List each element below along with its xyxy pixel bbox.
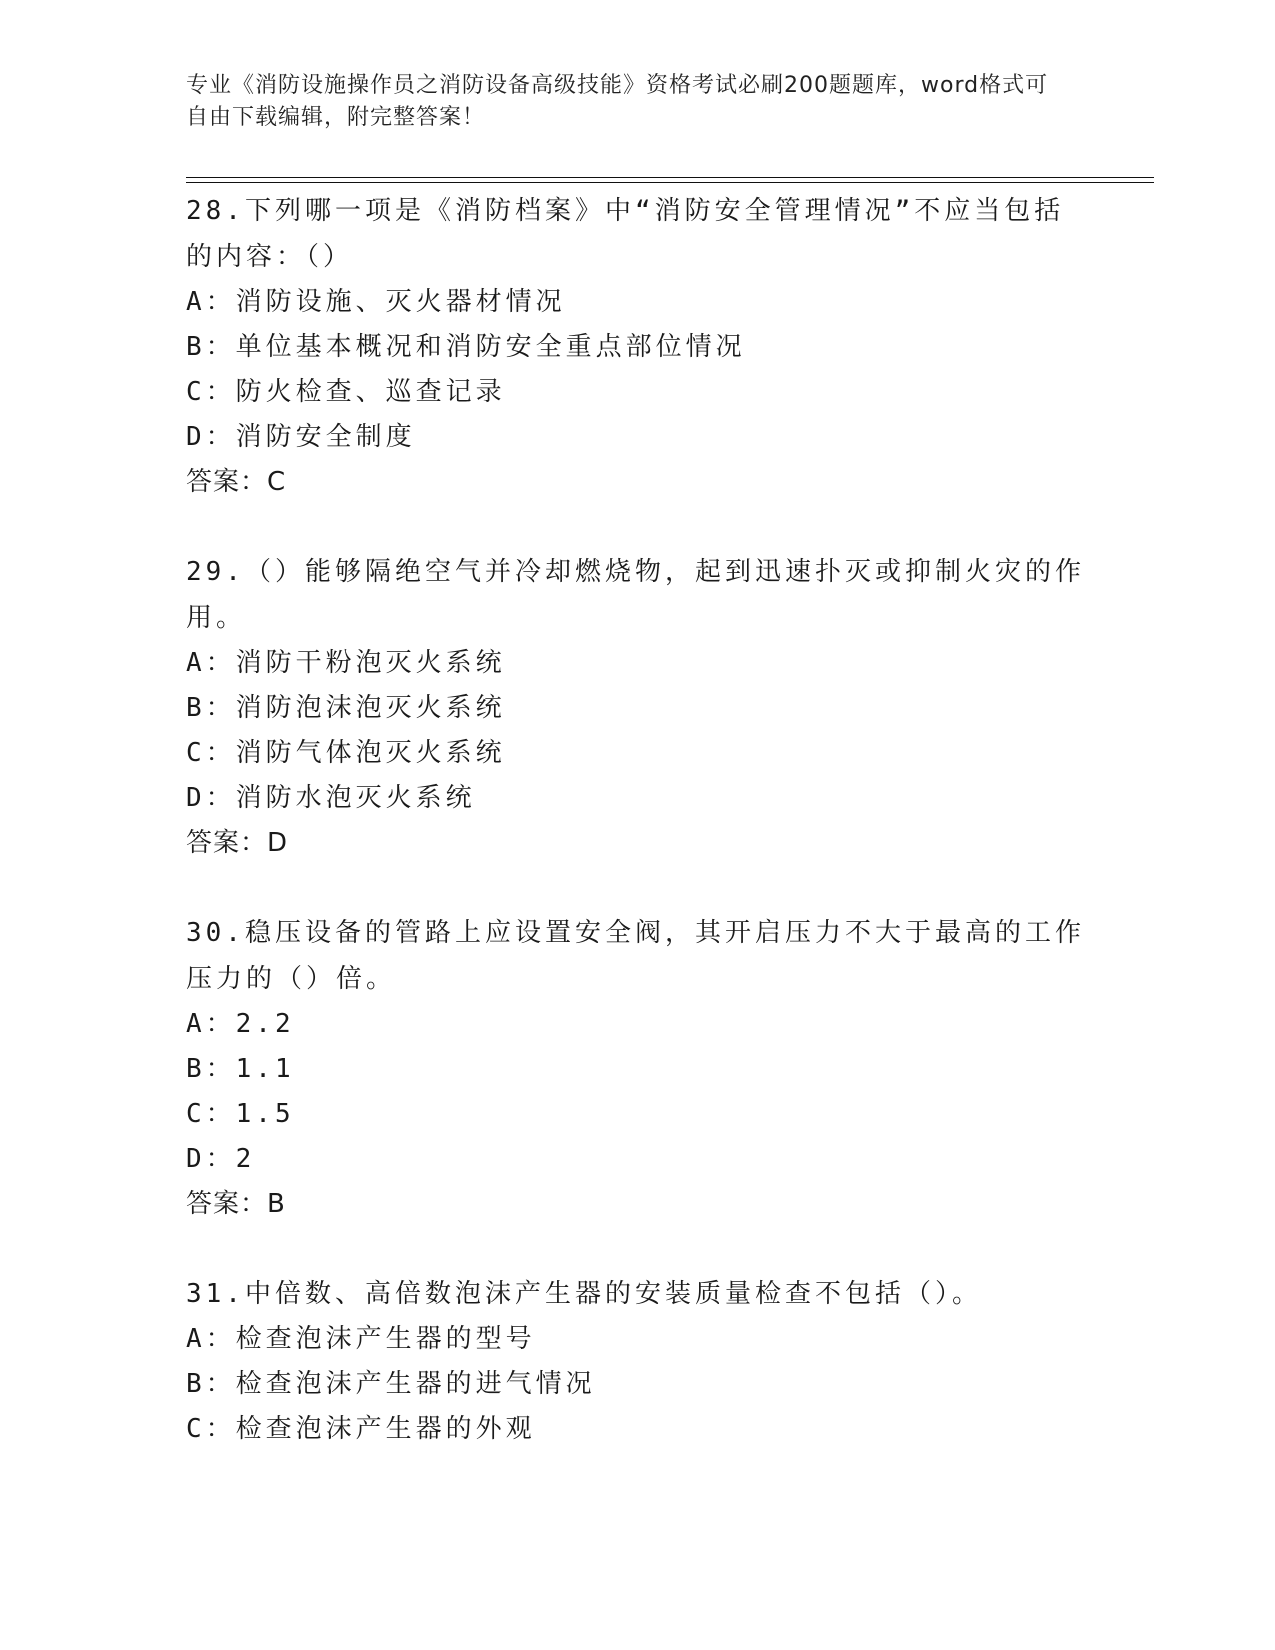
question-31: [186, 1271, 1086, 1452]
document-header: 专业《消防设施操作员之消防设备高级技能》资格考试必刷200题题库，word格式可自由下载编辑，附完整答案！: [186, 73, 1049, 130]
option-c: C：防火检查、巡查记录: [186, 377, 506, 407]
question-list: [186, 188, 1086, 1496]
option-b: B：1.1: [186, 1054, 295, 1084]
answer: 答案：D: [186, 828, 289, 858]
question-29: [186, 549, 1086, 866]
answer: 答案：B: [186, 1189, 286, 1219]
option-b: B：消防泡沫泡灭火系统: [186, 693, 506, 723]
option-d: D：消防安全制度: [186, 422, 416, 452]
answer: 答案：C: [186, 467, 287, 497]
header-rule-bottom: [186, 182, 1154, 183]
option-b: B：检查泡沫产生器的进气情况: [186, 1369, 596, 1399]
option-c: C：检查泡沫产生器的外观: [186, 1414, 536, 1444]
header-rule-top: [186, 177, 1154, 178]
option-a: A：2.2: [186, 1009, 295, 1039]
option-d: D：消防水泡灭火系统: [186, 783, 476, 813]
question-stem: 29.（）能够隔绝空气并冷却燃烧物，起到迅速扑灭或抑制火灾的作用。: [186, 557, 1085, 633]
option-d: D：2: [186, 1144, 256, 1174]
option-b: B：单位基本概况和消防安全重点部位情况: [186, 332, 746, 362]
option-a: A：消防干粉泡灭火系统: [186, 648, 506, 678]
option-c: C：消防气体泡灭火系统: [186, 738, 506, 768]
question-30: [186, 910, 1086, 1227]
option-c: C：1.5: [186, 1099, 295, 1129]
question-stem: 30.稳压设备的管路上应设置安全阀，其开启压力不大于最高的工作压力的（）倍。: [186, 918, 1085, 994]
question-28: [186, 188, 1086, 505]
question-stem: 28.下列哪一项是《消防档案》中“消防安全管理情况”不应当包括的内容：（）: [186, 196, 1065, 272]
question-stem: 31.中倍数、高倍数泡沫产生器的安装质量检查不包括（）。: [186, 1279, 982, 1309]
option-a: A：检查泡沫产生器的型号: [186, 1324, 536, 1354]
option-a: A：消防设施、灭火器材情况: [186, 287, 566, 317]
